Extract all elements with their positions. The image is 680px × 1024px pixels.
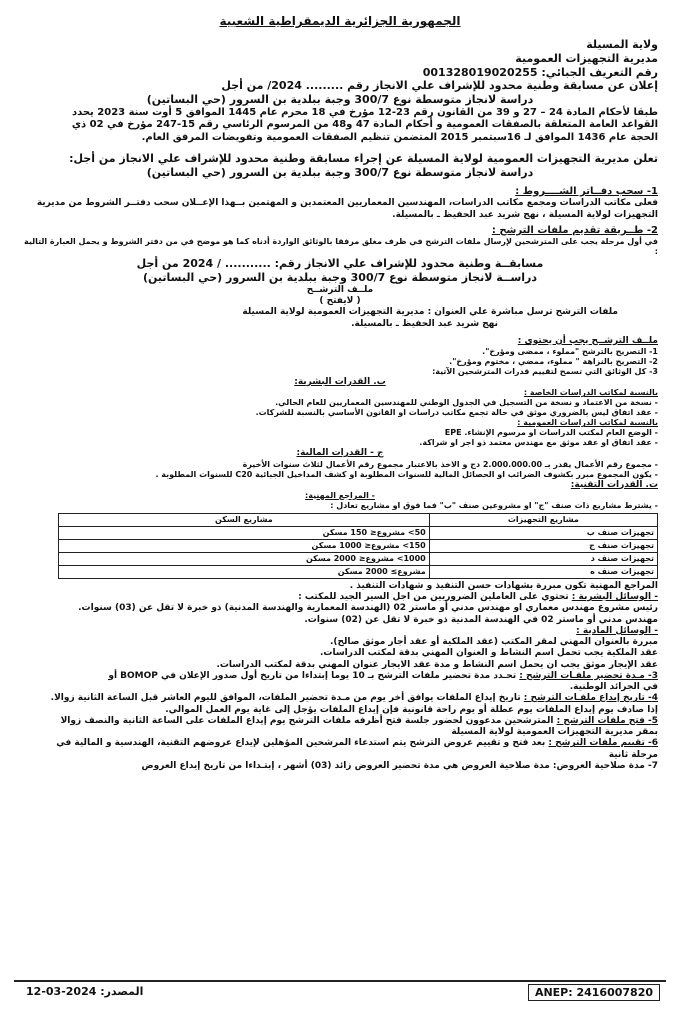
- table-cell-equip: تجهيزات صنف ب: [429, 526, 657, 539]
- body-line: المراجع المهنية تكون مبررة بشهادات حسن التنفيذ و شهادات التنفيذ .: [349, 580, 658, 591]
- inline-title: - الوسائل البشرية :: [571, 592, 658, 602]
- subsection-title: بالنسبة لمكاتب الدراسات العمومية :: [517, 418, 658, 428]
- contents-item: - يكون المجموع مبرر بكشوف الضرائب او الحصائل المالية للسنوات المطلوبة او كشف المداخيل الجبائية C20 للسنوات المطلوبة .: [155, 469, 658, 479]
- preamble-line: طبقا لأحكام المادة 24 – 27 و 39 من القانون رقم 23-12 مؤرخ في 18 محرم عام 1445 الموافق 5 أوت سنة 2023 يحدد: [71, 106, 658, 118]
- body-line: بمقر مديرية التجهيزات العمومية لولاية المسيلة: [451, 727, 658, 737]
- address-line: نهج شريد عبد الحفيظ ـ بالمسيلة.: [351, 318, 498, 329]
- opening-line: [22, 716, 658, 727]
- inline-text: مدة صلاحية العروض هي مدة تحضير العروض زائد (03) أشهر ، إبتـداءا من تاريخ إيداع العروض: [141, 760, 550, 771]
- table-cell-housing: 1000> مشروع≤ 2000 مسكن: [59, 552, 430, 565]
- subsection-title: ب. القدرات البشرية:: [294, 377, 386, 387]
- body-line: في الجرائد الوطنية.: [569, 682, 658, 692]
- contents-item: - يشترط مشاريع ذات صنف "ج" او مشروعين صنف "ب" فما فوق او مشاريع تعادل :: [330, 500, 658, 510]
- footer: [14, 980, 666, 1004]
- body-line: عقد الملكية يجب تحمل اسم النشاط و العنوان المهني بدقة لمكتب الدراسات.: [319, 648, 658, 659]
- body-line: رئيس مشروع مهندس معماري او مهندس مدني أو ماستر 02 (الهندسة المعمارية والهندسة المدنية) ذو خبرة لا تقل عن (03) سنوات.: [78, 603, 658, 614]
- inline-text: تاريخ إيداع الملفات يوافق أخر يوم من مـدة تحضير الملفات، الموافق لليوم العاشر قبل الساعة الثانية زوالا.: [50, 693, 521, 704]
- inline-title: 3- مـدة تحضير ملفـات الترشح :: [519, 670, 658, 681]
- inline-text: تحتوي على العاملين الضروريين من اجل السير الجيد للمكتب :: [298, 592, 569, 602]
- intro-line: تعلن مديرية التجهيزات العمومية لولاية المسيلة عن إجراء مسابقة وطنية محدود للإشراف علي الانجاز من أجل:: [69, 152, 658, 166]
- inline-title: 5- فتح ملفات الترشح :: [556, 715, 658, 726]
- validity-line: [22, 761, 658, 772]
- header-block: [22, 38, 658, 107]
- contents-item: 1- التصريح بالترشح "مملوء ، ممضى ومؤرخ".: [482, 347, 658, 356]
- table-cell-equip: تجهيزات صنف د: [429, 552, 657, 565]
- source-date: المصدر: 2024-03-12: [26, 985, 144, 998]
- subsection-title: بالنسبة لمكاتب الدراسات الخاصة :: [523, 388, 658, 398]
- contents-item: 3- كل الوثائق التي تسمح لتقييم قدرات المترشحين الآتية:: [432, 367, 658, 376]
- section-title: 1- سحب دفــاتر الشــــروط :: [515, 185, 658, 197]
- preamble-line: القواعد العامة المتعلقة بالصفقات العمومية و أحكام المادة 47 و48 من المرسوم الرئاسي رقم 15-247 مؤرخ في 02 ذي: [71, 119, 658, 131]
- table-row: [59, 539, 658, 552]
- contents-item: - مجموع رقم الأعمال يقدر بـ 2.000.000.00 دج و الاخذ بالاعتبار مجموع رقم الأعمال لثلاث سنوات الأخيرة: [242, 459, 658, 469]
- table-cell-housing: 50> مشروع≤ 150 مسكن: [59, 526, 430, 539]
- table-cell-housing: 150> مشروع≤ 1000 مسكن: [59, 539, 430, 552]
- intro-subject: دراسة لانجاز متوسطة نوع 300/7 وجبة ببلدية بن السرور (حي البساتين): [146, 166, 534, 179]
- subsection-title: ج - القدرات المالية:: [296, 448, 384, 459]
- inline-title: 4- تاريخ إيداع ملفـات الترشح :: [523, 693, 658, 704]
- wilaya-name: ولاية المسيلة: [586, 38, 658, 51]
- inline-text: بعد فتح و تقييم عروض الترشح يتم استدعاء المرشحين المؤهلين لإيداع عروضهم التقنية، الهندسية و المالية في: [56, 738, 546, 749]
- anep-number: ANEP: 2416007820: [528, 984, 660, 1001]
- notice-title: إعلان عن مسابقة وطنية محدود للإشراف علي الانجاز رقم ......... 2024/ من أجل: [221, 79, 658, 93]
- table-header-housing: مشاريع السكن: [59, 513, 430, 526]
- inline-title: 6- تقييم ملفات الترشح :: [548, 738, 658, 749]
- envelope-line: دراســة لانجاز متوسطة نوع 300/7 وجبة ببلدية بن السرور (حي البساتين): [142, 271, 538, 284]
- contents-item: - الوضع العام لمكتب الدراسات او مرسوم الإنشاء. EPE: [444, 428, 658, 438]
- preamble-line: الحجة عام 1436 الموافق لـ 16سبتمبر 2015 المتضمن تنظيم الصفقات العمومية وتفويضات المرفق العام.: [141, 131, 658, 143]
- inline-text: تحـدد مدة تحضير ملفات الترشح بـ 10 يوما إبتداءا من تاريخ أول صدور الإعلان في BOMOP أو: [108, 670, 517, 681]
- table-header-projects: مشاريع التجهيزات: [429, 513, 657, 526]
- body-line: مرحلة ثانية: [608, 749, 658, 760]
- body-line: مبررة بالعنوان المهني لمقر المكتب (عقد الملكية أو عقد أجار موثق صالح).: [329, 637, 658, 647]
- envelope-line: مسابقــة وطنية محدود للإشراف علي الانجاز رقم: ........... / 2024 من أجل: [136, 257, 544, 271]
- body-line: مهندس مدني أو ماستر 02 في الهندسة المدنية ذو خبرة لا تقل عن (02) سنوات.: [304, 614, 658, 625]
- inline-text: المترشحين مدعوون لحضور جلسة فتح أظرفه ملفات الترشح يوم إيداع الملفات على الساعة الثانية والنصف زوالا: [60, 715, 554, 726]
- intro: [22, 152, 658, 180]
- directorate-name: مديرية التجهيزات العمومية: [515, 51, 658, 65]
- body-line: إذا صادف يوم إيداع الملفات يوم عطلة أو يوم راحة قانونية فإن إيداع الملفات يؤجل إلى غاية يوم العمل الموالي.: [165, 704, 658, 715]
- tax-id: رقم التعريف الجبائي: 001328019020255: [422, 65, 658, 79]
- section-line: في أول مرحلة يجب على المترشحين لإرسال ملفات الترشح في ظرف مغلق مرفقا بالوثائق الواردة أدناه كما هو موضح في من دفتر الشروط و يحمل العبارة التالية :: [23, 237, 658, 257]
- table-cell-equip: تجهيزات صنف ج: [429, 539, 657, 552]
- file-contents: [22, 336, 658, 511]
- body-line: عقد الإيجار موثق يجب ان يحمل اسم النشاط و مدة عقد الايجار عنوان المهني بدقة لمكتب الدراسات.: [216, 659, 658, 670]
- contents-title: ملــف الترشــح يجب أن يحتوي :: [517, 335, 658, 346]
- evaluation-line: [22, 738, 658, 749]
- section-line: فعلى مكاتب الدراسات ومجمع مكاتب الدراسات، المهندسين المعماريين المعتمدين و المهتمين بــهذا الإعــلان سحب دفتــر الشروط من مديرية: [36, 198, 658, 209]
- republic-heading: الجمهورية الجزائرية الديمقراطية الشعبية: [219, 14, 461, 28]
- inline-title: - الوسائل المادية :: [576, 625, 658, 636]
- section-line: التجهيزات لولاية المسيلة ، نهج شريد عبد الحفيظ ـ بالمسيلة.: [392, 209, 658, 220]
- requirements-continued: [22, 581, 658, 772]
- prep-period-line: [22, 671, 658, 682]
- subsection-title: ت. القدرات التقنية:: [570, 479, 658, 490]
- contents-item: - نسخة من الاعتماد و نسخة من التسجيل في الجدول الوطني للمهندسين المعماريين للعام الحالي.: [275, 398, 658, 408]
- table-cell-equip: تجهيزات صنف ه: [429, 565, 657, 578]
- contents-item: 2- التصريح بالنزاهة " مملوء، ممضي ، مختوم ومؤرخ".: [449, 357, 658, 366]
- envelope-line: ( لايفتح ): [319, 296, 361, 306]
- table-row: [59, 526, 658, 539]
- section-withdraw-specs: [22, 186, 658, 221]
- contents-item: - عقد اتفاق ليس بالضروري موثق في حالة تجمع مكاتب دراسات او القانون الأساسي بالنسبة للشركات.: [255, 408, 658, 418]
- envelope-line: ملــف الترشــح: [306, 284, 374, 295]
- section-title: 2- طــريقة تقديم ملفات الترشح :: [491, 224, 658, 236]
- section-submission: [22, 225, 658, 330]
- table-row: [59, 565, 658, 578]
- notice-subject: دراسة لانجاز متوسطة نوع 300/7 وجبة ببلدية بن السرور (حي البساتين): [146, 93, 534, 106]
- deposit-date-line: [22, 693, 658, 704]
- table-cell-housing: مشروع≥ 2000 مسكن: [59, 565, 430, 578]
- human-means-line: [22, 592, 658, 603]
- references-table: [58, 513, 658, 579]
- subsection-title: - المراجع المهنية:: [305, 490, 375, 500]
- table-row: [59, 552, 658, 565]
- inline-title: 7- مدة صلاحية العروض:: [552, 760, 658, 771]
- table-header-row: [59, 513, 658, 526]
- preamble: [22, 107, 658, 145]
- address-line: ملفات الترشح ترسل مباشرة علي العنوان : مديرية التجهيزات العمومية لولاية المسيلة: [242, 307, 618, 318]
- contents-item: - عقد اتفاق او عقد موثق مع مهندس معتمد ذو اجر او شراكة.: [419, 438, 658, 448]
